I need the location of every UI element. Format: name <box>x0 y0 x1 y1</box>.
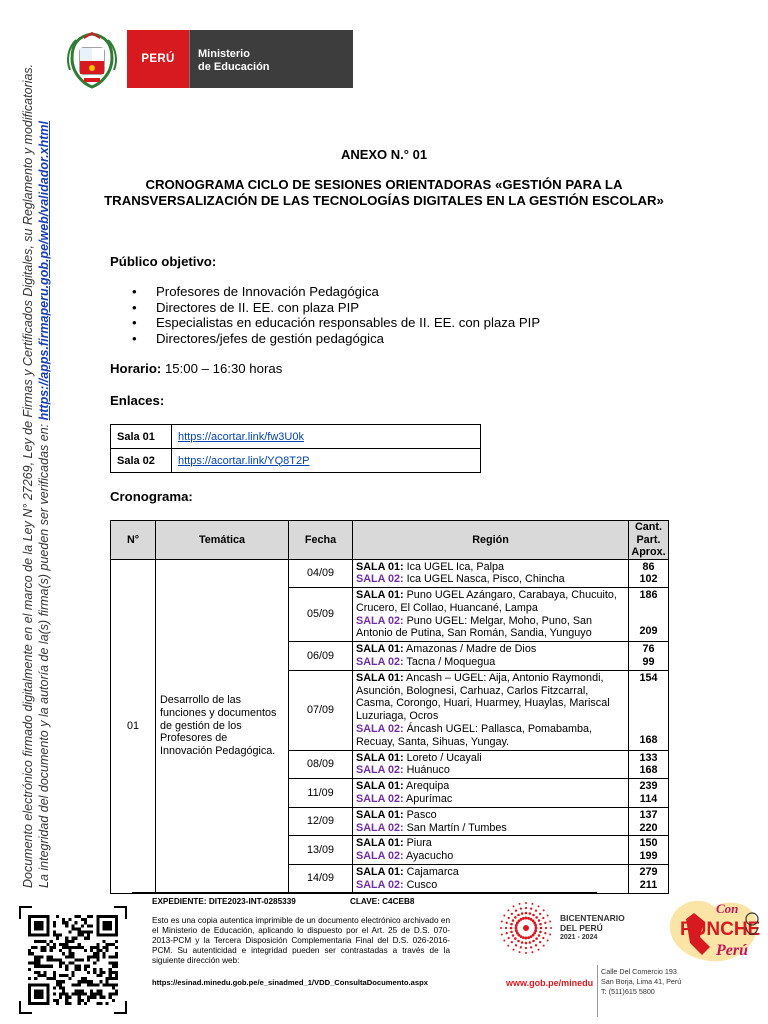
room-1-label: SALA 01: <box>356 589 404 602</box>
participant-count <box>629 559 669 588</box>
room-2-region-text: Tacna / Moquegua <box>406 656 496 669</box>
list-item: • Profesores de Innovación Pedagógica <box>132 284 540 300</box>
room-2-regions <box>356 822 625 835</box>
room-1-regions <box>356 752 625 765</box>
minedu-website-link[interactable]: www.gob.pe/minedu <box>506 978 594 988</box>
verification-url[interactable]: https://esinad.minedu.gob.pe/e_sinadmed_1/VDD_ConsultaDocumento.aspx <box>152 978 428 987</box>
room-2-regions <box>356 879 625 892</box>
room-1-count: 154 <box>639 671 658 684</box>
session-regions <box>353 670 629 750</box>
room-link-cell <box>172 449 481 473</box>
list-item: • Especialistas en educación responsables de II. EE. con plaza PIP <box>132 315 540 331</box>
schedule-time-value: 15:00 – 16:30 horas <box>164 361 283 376</box>
signature-note-line-2 <box>36 88 52 888</box>
room-1-region-text: Loreto / Ucayali <box>406 751 482 764</box>
room-2-region-text: Ayacucho <box>406 850 454 863</box>
schedule-time-label: Horario: <box>110 361 162 376</box>
room-2-regions <box>356 850 625 863</box>
session-topic: Desarrollo de las funciones y documentos de gestión de los Profesores de Innovación Pedagógica. <box>156 559 289 893</box>
ministry-address <box>601 967 681 998</box>
room-2-regions <box>356 615 625 641</box>
room-1-count: 279 <box>639 866 658 879</box>
room-1-regions <box>356 866 625 879</box>
room-2-label: SALA 02: <box>356 850 404 863</box>
room-2-count: 211 <box>639 878 658 891</box>
address-divider <box>597 965 598 1017</box>
session-date: 08/09 <box>289 750 353 779</box>
room-2-region-text: Ica UGEL Nasca, Pisco, Chincha <box>406 573 565 586</box>
room-1-count: 86 <box>642 560 655 573</box>
room-1-count: 186 <box>639 589 658 602</box>
room-link-cell <box>172 425 481 449</box>
session-date: 06/09 <box>289 642 353 671</box>
schedule-heading: Cronograma: <box>110 489 193 504</box>
ministry-label <box>189 30 353 88</box>
session-number: 01 <box>111 559 156 893</box>
room-1-count: 239 <box>639 780 658 793</box>
room-1-region-text: Pasco <box>406 808 437 821</box>
target-audience-list <box>132 284 540 347</box>
room-1-count: 133 <box>639 751 658 764</box>
room-1-regions <box>356 780 625 793</box>
room-2-regions <box>356 656 625 669</box>
column-header-participants: Cant. Part. Aprox. <box>629 521 669 560</box>
validator-link[interactable]: https://apps.firmaperu.gob.pe/web/validador.xhtml <box>37 121 51 421</box>
room-1-regions <box>356 561 625 574</box>
table-row <box>111 559 669 588</box>
table-row <box>111 425 481 449</box>
session-regions <box>353 836 629 865</box>
session-regions <box>353 642 629 671</box>
schedule-time <box>110 361 282 376</box>
room-1-region-text: Ancash – UGEL: Aija, Antonio Raymondi, Asunción, Bolognesi, Carhuaz, Carlos Fitzcarral, Casma, Corongo, Huari, Huarmey, Huaylas, Mariscal Luzuriaga, Ocros <box>356 671 610 723</box>
session-date: 12/09 <box>289 807 353 836</box>
country-label: PERÚ <box>127 30 189 88</box>
room-1-region-text: Ica UGEL Ica, Palpa <box>406 560 505 573</box>
room-2-regions <box>356 573 625 586</box>
footer-divider <box>132 892 597 893</box>
participant-count <box>629 642 669 671</box>
room-2-count: 114 <box>639 793 658 806</box>
room-2-region-text: Cusco <box>406 878 438 891</box>
room-1-label: SALA 01: <box>356 643 404 656</box>
room-2-count: 102 <box>639 573 658 586</box>
room-1-label: SALA 01: <box>356 837 404 850</box>
room-1-label: SALA 01: <box>356 808 404 821</box>
digital-signature-note <box>20 63 52 888</box>
room-2-regions <box>356 793 625 806</box>
room-2-region-text: Áncash UGEL: Pallasca, Pomabamba, Recuay, Santa, Sihuas, Yungay. <box>356 723 593 748</box>
authenticity-note: Esto es una copia autentica imprimible de un documento electrónico archivado en el Ministerio de Educación, aplicando lo dispuesto por el Art. 25 de D.S. 070-2013-PCM y la Tercera Disposición Complementaria Final del D.S. 026-2016-PCM. Su autenticidad e integridad pueden ser contrastadas a través de la siguiente dirección web: <box>152 916 450 965</box>
room-1-regions <box>356 643 625 656</box>
room-1-count: 150 <box>639 837 658 850</box>
participant-count <box>629 836 669 865</box>
bicentennial-text <box>560 913 625 943</box>
room-2-label: SALA 02: <box>356 793 404 806</box>
session-regions <box>353 807 629 836</box>
room-2-label: SALA 02: <box>356 764 404 777</box>
participant-count <box>629 865 669 894</box>
campaign-peru-text: Perú <box>716 942 748 959</box>
room-2-count: 209 <box>639 624 658 637</box>
session-date: 07/09 <box>289 670 353 750</box>
bicentennial-years: 2021 - 2024 <box>560 934 598 941</box>
table-header-row <box>111 521 669 560</box>
room-1-region-text: Puno UGEL Azángaro, Carabaya, Chucuito, Crucero, El Collao, Huancané, Lampa <box>356 589 617 614</box>
government-banner <box>127 30 353 88</box>
room-1-region-text: Piura <box>406 837 432 850</box>
room-1-label: SALA 01: <box>356 671 404 684</box>
session-date: 13/09 <box>289 836 353 865</box>
participant-count <box>629 670 669 750</box>
peru-coat-of-arms-icon <box>62 30 122 90</box>
annex-number: ANEXO N.° 01 <box>340 147 428 162</box>
room-1-region-text: Cajamarca <box>406 866 459 879</box>
room-1-label: SALA 01: <box>356 866 404 879</box>
session-date: 05/09 <box>289 588 353 642</box>
bicentennial-line-2: DEL PERÚ <box>560 923 603 933</box>
room-2-regions <box>356 723 625 749</box>
bicentennial-line-1: BICENTENARIO <box>560 913 625 923</box>
participant-count <box>629 750 669 779</box>
room-2-label: SALA 02: <box>356 723 404 736</box>
room-1-count: 76 <box>642 643 655 656</box>
room-2-region-text: Apurímac <box>406 793 453 806</box>
con-punche-peru-logo-icon <box>664 893 764 965</box>
links-table <box>110 424 481 473</box>
room-1-region-text: Amazonas / Madre de Dios <box>406 643 537 656</box>
campaign-con-text: Con <box>716 901 739 916</box>
room-2-count: 168 <box>639 733 658 746</box>
room-1-label: SALA 01: <box>356 560 404 573</box>
session-regions <box>353 559 629 588</box>
room-2-count: 199 <box>639 850 658 863</box>
address-phone: T: (511)615 5800 <box>601 987 655 997</box>
participant-count <box>629 807 669 836</box>
room-2-regions <box>356 764 625 777</box>
room-2-count: 220 <box>639 821 658 834</box>
room-1-region-text: Arequipa <box>406 780 450 793</box>
room-2-region-text: San Martín / Tumbes <box>406 821 507 834</box>
list-item: • Directores de II. EE. con plaza PIP <box>132 300 540 316</box>
ministry-line-1: Ministerio <box>198 48 250 60</box>
column-header-region: Región <box>353 521 629 560</box>
participant-count <box>629 588 669 642</box>
session-regions <box>353 588 629 642</box>
room-label: Sala 01 <box>111 425 172 449</box>
session-regions <box>353 750 629 779</box>
room-2-label: SALA 02: <box>356 821 404 834</box>
room-1-count: 137 <box>639 808 658 821</box>
list-item: • Directores/jefes de gestión pedagógica <box>132 331 540 347</box>
room-2-label: SALA 02: <box>356 656 404 669</box>
document-title: CRONOGRAMA CICLO DE SESIONES ORIENTADORAS «GESTIÓN PARA LA TRANSVERSALIZACIÓN DE LAS TECNOLOGÍAS DIGITALES EN LA GESTIÓN ESCOLAR» <box>104 177 664 208</box>
qr-code-icon <box>28 915 118 1005</box>
room-2-region-text: Huánuco <box>406 764 450 777</box>
case-number: EXPEDIENTE: DITE2023-INT-0285339 <box>152 897 296 906</box>
room-1-regions <box>356 589 625 615</box>
target-audience-heading: Público objetivo: <box>110 254 217 269</box>
address-line-2: San Borja, Lima 41, Perú <box>601 977 682 987</box>
room-2-count: 99 <box>642 656 655 669</box>
column-header-date: Fecha <box>289 521 353 560</box>
column-header-number: N° <box>111 521 156 560</box>
room-link[interactable]: https://acortar.link/fw3U0k <box>178 430 304 443</box>
address-line-1: Calle Del Comercio 193 <box>601 967 677 976</box>
room-2-count: 168 <box>639 764 658 777</box>
session-regions <box>353 779 629 808</box>
signature-note-line-1: Documento electrónico firmado digitalmente en el marco de la Ley N° 27269, Ley de Firmas y Certificados Digitales, su Reglamento y modificatorias. <box>21 63 35 888</box>
table-row <box>111 449 481 473</box>
links-heading: Enlaces: <box>110 393 165 408</box>
room-2-label: SALA 02: <box>356 614 404 627</box>
session-date: 04/09 <box>289 559 353 588</box>
room-2-region-text: Puno UGEL: Melgar, Moho, Puno, San Antonio de Putina, San Román, Sandia, Yunguyo <box>356 614 593 640</box>
participant-count <box>629 779 669 808</box>
room-1-regions <box>356 837 625 850</box>
session-regions <box>353 865 629 894</box>
campaign-punche-text: PUNCHE <box>680 919 761 940</box>
schedule-table <box>110 520 669 894</box>
room-link[interactable]: https://acortar.link/YQ8T2P <box>178 454 310 467</box>
room-label: Sala 02 <box>111 449 172 473</box>
room-2-label: SALA 02: <box>356 573 404 586</box>
signature-note-prefix: La integridad del documento y la autoría de la(s) firma(s) pueden ser verificadas en: <box>37 423 51 888</box>
room-1-label: SALA 01: <box>356 780 404 793</box>
ministry-line-2: de Educación <box>198 61 270 73</box>
room-2-label: SALA 02: <box>356 878 404 891</box>
session-date: 14/09 <box>289 865 353 894</box>
room-1-label: SALA 01: <box>356 751 404 764</box>
room-1-regions <box>356 809 625 822</box>
column-header-topic: Temática <box>156 521 289 560</box>
session-date: 11/09 <box>289 779 353 808</box>
room-1-regions <box>356 672 625 723</box>
verification-key: CLAVE: C4CEB8 <box>350 897 415 906</box>
